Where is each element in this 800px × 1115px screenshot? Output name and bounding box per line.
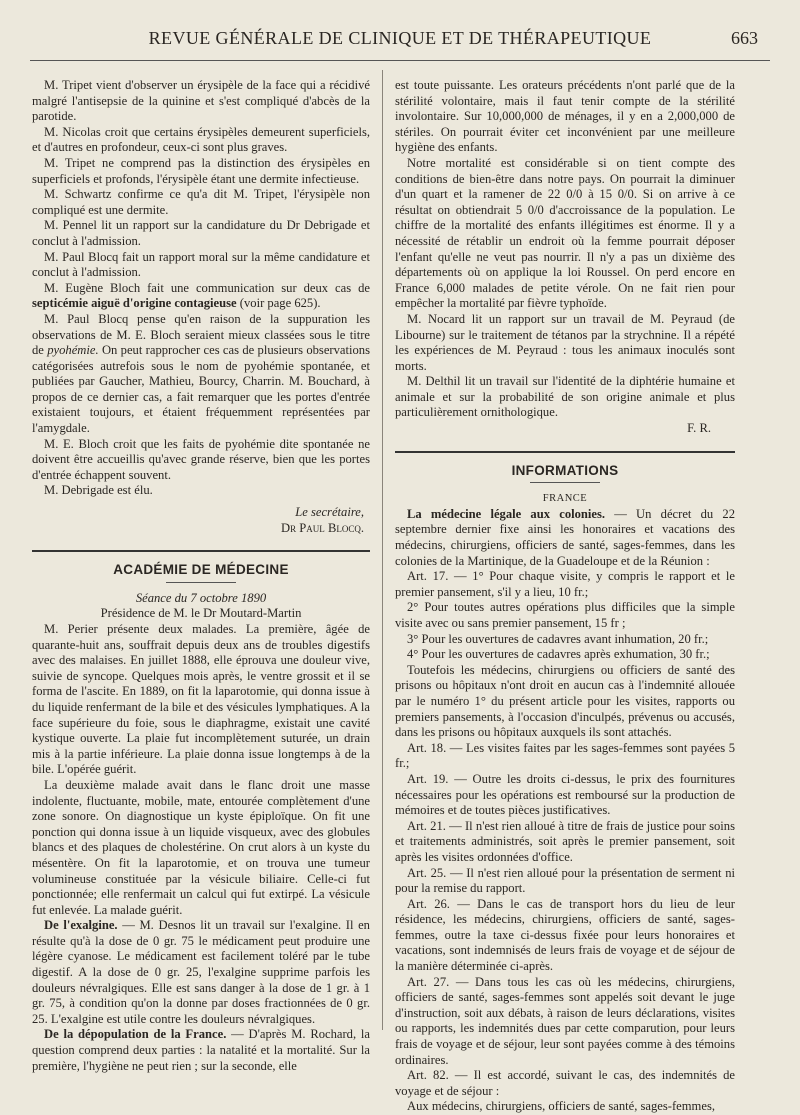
article-17-3: 3° Pour les ouvertures de cadavres avant inhumation, 20 fr.; (407, 631, 709, 646)
text-run: — Un décret du 22 septembre dernier fixe ainsi les honoraires et vacations des médecins, chirurgiens, officiers de santé, sages-femmes, dans les colonies de la Martinique, de la Guadeloupe et de la Réunion : (395, 506, 735, 568)
article-26: Art. 26. — Dans le cas de transport hors du lieu de leur résidence, les médecins, chirurgiens, officiers de santé, sages-femmes, outre la taxe ci-dessus fixée pour leurs honoraires et vacations, sont indemnisés de leurs frais de voyage et de séjour de la manière déterminée ci-après. (395, 896, 735, 974)
article-18: Art. 18. — Les visites faites par les sages-femmes sont payées 5 fr.; (395, 740, 735, 771)
right-column (395, 78, 735, 1115)
bold-title: septicémie aiguë d'origine contagieuse (32, 296, 237, 311)
paragraph: La deuxième malade avait dans le flanc droit une masse indolente, fluctuante, mobile, mate, entourée complètement d'une zone sonore. On diagnostique un kyste épiploïque. On fit une ponction qui donna issue à un liquide visqueux, avec des globules blancs et des plaques de cholestérine. On crut alors à un kyste du mésentère. On fit la laparotomie, et on trouva une tumeur volumineuse constituée par la vésicule biliaire. Celle-ci fut ponctionnée; elle renfermait un calcul qui fut extirpé. La vésicule fut enlevée. La malade guérit. (32, 777, 370, 917)
text-run: — M. Desnos lit un travail sur l'exalgine. Il en résulte qu'à la dose de 0 gr. 75 le médicament peut produire une légère cyanose. Le médicament est facilement toléré par le tube digestif. A la dose de 0 gr. 25, l'exalgine supprime parfois les douleurs névralgiques. Elle est sans danger à la dose de 1 gr. à 1 gr. 75, à condition qu'on la donne par doses fractionnées de 0 gr. 25. L'exalgine est utile contre les douleurs névralgiques. (32, 918, 370, 1026)
article-82-line: Aux médecins, chirurgiens, officiers de santé, sages-femmes, (407, 1099, 715, 1114)
article-17-note: Toutefois les médecins, chirurgiens ou officiers de santé des prisons ou hôpitaux n'ont droit en aucun cas à l'indemnité allouée par le numéro 1° du présent article pour les visites, rapports ou premiers pansements, à l'occasion d'inculpés, prévenus ou accusés, dans les prisons ou hôpitaux auxquels ils sont attachés. (395, 662, 735, 740)
signature-title: Le secrétaire, (295, 505, 364, 520)
paragraph: M. Pennel lit un rapport sur la candidature du Dr Debrigade et conclut à l'admission. (32, 218, 370, 248)
running-header (30, 26, 770, 56)
paragraph: M. Delthil lit un travail sur l'identité de la diphtérie humaine et animale et sur la probabilité de son origine animale et plus particulièrement ornithologique. (395, 374, 735, 420)
paragraph (32, 1027, 370, 1074)
text-run: On peut rapprocher ces cas de plusieurs observations catégorisées autrefois sous le nom de pyohémie spontanée, et publiées par Gaucher, Mathieu, Bourcy, Charrin. M. Bouchard, à propos de ce dernier cas, a fait remarquer que les portes d'entrée existaient toujours, et étaient fréquemment représentées par l'amygdale. (32, 343, 370, 436)
journal-title: REVUE GÉNÉRALE DE CLINIQUE ET DE THÉRAPEUTIQUE (148, 28, 652, 48)
article-25: Art. 25. — Il n'est rien alloué pour la présentation de serment ni pour la remise du rapport. (395, 865, 735, 896)
paragraph: M. Nicolas croit que certains érysipèles demeurent superficiels, et d'autres en profondeur, ceux-ci sont plus graves. (32, 124, 370, 155)
paragraph: M. Debrigade est élu. (44, 483, 153, 498)
section-rule (166, 582, 236, 583)
paragraph: M. Paul Blocq fait un rapport moral sur la même candidature et conclut à l'admission. (32, 249, 370, 280)
column-divider (382, 70, 383, 1030)
paragraph (395, 507, 735, 569)
section-title-informations: INFORMATIONS (395, 451, 735, 479)
paragraph: M. E. Bloch croit que les faits de pyohémie dite spontanée ne doivent être accueillis qu'avec grande réserve, bien que les portes d'entrée échappent souvent. (32, 436, 370, 482)
paragraph (32, 312, 370, 437)
page-number: 663 (731, 28, 758, 48)
subsection-france: FRANCE (542, 493, 588, 505)
article-17: Art. 17. — 1° Pour chaque visite, y compris le rapport et le premier pansement, s'il y a lieu, 10 fr.; (395, 569, 735, 599)
italic-term: pyohémie. (47, 343, 99, 358)
bold-title: La médecine légale aux colonies. (407, 506, 606, 521)
seance-date: Séance du 7 octobre 1890 (135, 590, 267, 605)
paragraph: M. Nocard lit un rapport sur un travail de M. Peyraud (de Libourne) sur le traitement de tétanos par la strychnine. Il a répété les expériences de M. Peyraud : tous les animaux inoculés sont morts. (395, 311, 735, 373)
text-run: (voir page 625). (239, 296, 321, 311)
article-27: Art. 27. — Dans tous les cas où les médecins, chirurgiens, officiers de santé, sages-femmes sont appelés soit devant le juge d'instruction, soit aux débats, à raison de leurs déclarations, visites ou rapports, les indemnités dues par cette comparution, pour leurs frais de voyage et de séjour, leur sont payées comme à des témoins ordinaires. (395, 974, 735, 1067)
paragraph: M. Tripet vient d'observer un érysipèle de la face qui a récidivé malgré l'antisepsie de la quinine et s'est compliqué d'abcès de la parotide. (32, 78, 370, 124)
text-run: — D'après M. Rochard, la question comprend deux parties : la natalité et la mortalité. Sur la première, l'hygiène ne peut rien ; sur la seconde, elle (32, 1027, 370, 1073)
section-rule (530, 482, 600, 483)
paragraph: M. Perier présente deux malades. La première, âgée de quarante-huit ans, souffrait depuis deux ans de troubles digestifs avec des malaises. En juillet 1888, elle éprouva une douleur vive, suivie de syncope. Quelques mois après, le ventre grossit et il se forma de l'ascite. En 1889, on fit la laparotomie, qui donna issue à du liquide renfermant de la bile et des vésicules lymphatiques. A la face supérieure du foie, sous le diaphragme, existait une cavité kystique ouverte. La plaie fut incomplètement suturée, un drain mis à la partie inférieure. La plaie donna issue longtemps à de la bile. L'opérée guérit. (32, 622, 370, 777)
paragraph: est toute puissante. Les orateurs précédents n'ont parlé que de la stérilité volontaire, mais il faut tenir compte de la stérilité involontaire. Sur 10,000,000 de ménages, il y en a 2,000,000 de stériles. On pourrait éviter cet inconvénient par une meilleure hygiène des enfants. (395, 78, 735, 155)
paragraph: Notre mortalité est considérable si on tient compte des conditions de bien-être dans notre pays. On pourrait la diminuer d'un quart et la ramener de 22 0/0 à 15 0/0. Si on arrive à ce résultat on obtiendrait 5 0/0 d'accroissance de la population. Le chiffre de la mortalité des enfants illégitimes est énorme. Il y a nécessité de rétablir un endroit où la femme pourrait déposer l'enfant qu'elle ne veut pas nourrir. Il n'y a pas un dixième des départements où on applique la loi Roussel. On perd encore en France 6,000 malades de petite vérole. On ne fait rien pour empêcher la mortalité par fièvre typhoïde. (395, 155, 735, 311)
paragraph: M. Schwartz confirme ce qu'a dit M. Tripet, l'érysipèle non compliqué est une dermite. (32, 187, 370, 217)
article-17-2: 2° Pour toutes autres opérations plus difficiles que la simple visite avec ou sans premier pansement, 15 fr ; (395, 600, 735, 630)
text-run: M. Paul Blocq pense qu'en raison de la suppuration les observations de M. E. Bloch seraient mieux classées sous le titre de (32, 311, 370, 358)
left-column (32, 78, 370, 1074)
section-title-academie: ACADÉMIE DE MÉDECINE (32, 550, 370, 578)
paragraph: M. Tripet ne comprend pas la distinction des érysipèles en superficiels et profonds, l'érysipèle étant une dermite infectieuse. (32, 155, 370, 186)
article-82: Art. 82. — Il est accordé, suivant le cas, des indemnités de voyage et de séjour : (395, 1068, 735, 1098)
paragraph (32, 281, 370, 312)
article-17-4: 4° Pour les ouvertures de cadavres après exhumation, 30 fr.; (407, 647, 710, 662)
header-rule (30, 60, 770, 61)
bold-title: De l'exalgine. (44, 918, 118, 933)
author-initials: F. R. (687, 421, 711, 436)
article-19: Art. 19. — Outre les droits ci-dessus, le prix des fournitures nécessaires pour les opérations est remboursé sur la production de mémoires et de toutes pièces justificatives. (395, 771, 735, 818)
article-21: Art. 21. — Il n'est rien alloué à titre de frais de justice pour soins et traitements administrés, soit après le premier pansement, soit après les visites ordonnées d'office. (395, 818, 735, 864)
paragraph (32, 918, 370, 1027)
bold-title: De la dépopulation de la France. (44, 1027, 227, 1042)
text-run: M. Eugène Bloch fait une communication sur deux cas de (44, 280, 370, 295)
presidence: Présidence de M. le Dr Moutard-Martin (100, 606, 302, 621)
signature-name: Dr Paul Blocq. (281, 520, 364, 535)
